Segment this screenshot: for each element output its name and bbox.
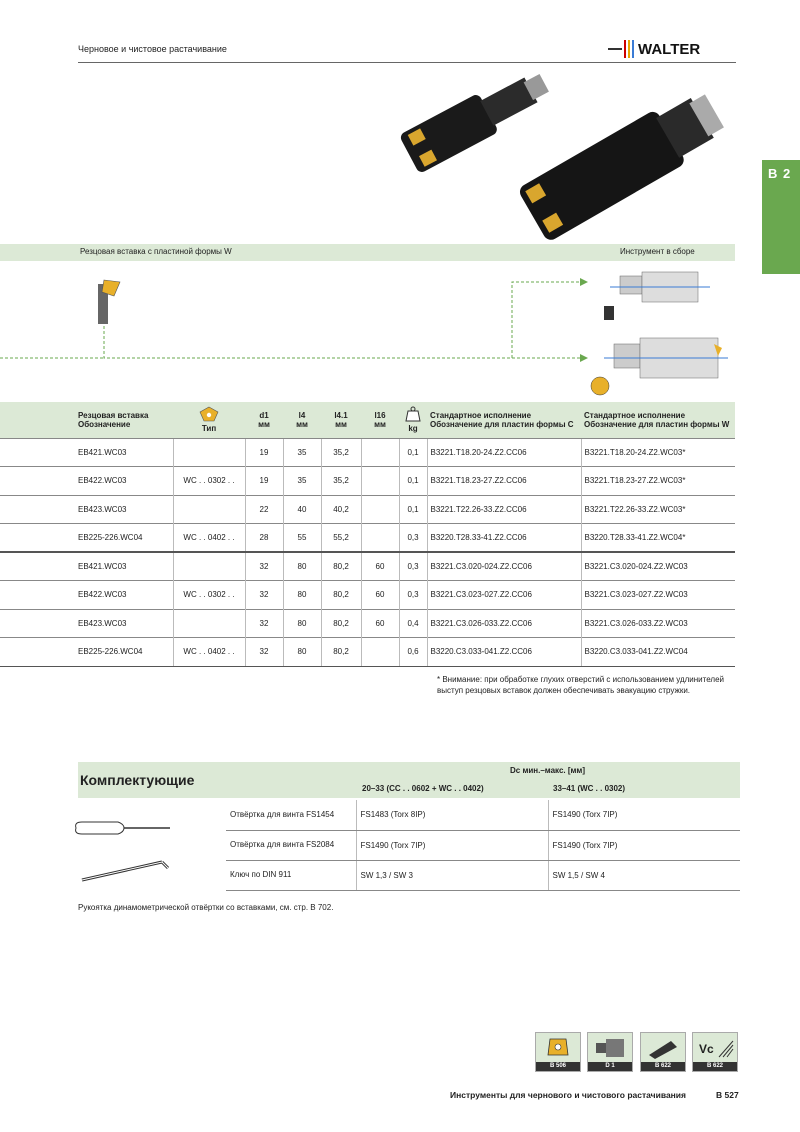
table-row: [0, 609, 735, 638]
l41-value: 35,2: [321, 438, 361, 467]
insert-ref-icon[interactable]: B 506: [535, 1032, 581, 1072]
l41-value: 80,2: [321, 609, 361, 638]
accessories-table: [226, 800, 740, 891]
accessory-label: Отвёртка для винта FS1454: [226, 800, 356, 830]
warning-note: * Внимание: при обработке глухих отверстий с использованием удлинителей выступ резцовых вставок должен обеспечивать эвакуацию стружки.: [437, 675, 724, 695]
insert-type: [173, 438, 245, 467]
assembly-drawing-1: [604, 272, 710, 320]
l16-value: [361, 638, 399, 667]
weight-value: 0,1: [399, 438, 427, 467]
holder-ref-icon[interactable]: D 1: [587, 1032, 633, 1072]
l4-value: 35: [283, 438, 321, 467]
std-w-header: Стандартное исполнение Обозначение для пластин формы W: [581, 402, 735, 438]
l4-value: 80: [283, 552, 321, 581]
insert-drawing: [98, 280, 120, 324]
std-c-code: B3221.T22.26-33.Z2.CC06: [427, 495, 581, 524]
l41-value: 55,2: [321, 524, 361, 553]
table-row: [0, 638, 735, 667]
l4-value: 40: [283, 495, 321, 524]
insert-type: [173, 495, 245, 524]
row-spacer: [0, 609, 75, 638]
insert-designation: EB422.WC03: [75, 467, 173, 496]
empty-header: [0, 402, 75, 438]
dc-range-label: Dc мин.–макс. [мм]: [510, 766, 586, 775]
row-spacer: [0, 581, 75, 610]
d1-value: 19: [245, 467, 283, 496]
l4-value: 55: [283, 524, 321, 553]
weight-value: 0,6: [399, 638, 427, 667]
weight-value: 0,1: [399, 495, 427, 524]
d1-header: d1 мм: [245, 402, 283, 438]
accessory-value-2: FS1490 (Torx 7IP): [548, 800, 740, 830]
accessory-label: Ключ по DIN 911: [226, 860, 356, 890]
std-w-code: B3221.T22.26-33.Z2.WC03*: [581, 495, 735, 524]
accessory-row: [226, 830, 740, 860]
accessory-value-1: SW 1,3 / SW 3: [356, 860, 548, 890]
insert-type: [173, 552, 245, 581]
chapter-tab-label: B 2: [768, 166, 792, 181]
row-spacer: [0, 467, 75, 496]
accessories-title: Комплектующие: [80, 772, 195, 788]
assembly-diagram: [0, 262, 740, 402]
insert-type: WC . . 0302 . .: [173, 467, 245, 496]
d1-value: 32: [245, 638, 283, 667]
insert-designation: EB421.WC03: [75, 552, 173, 581]
l41-value: 35,2: [321, 467, 361, 496]
d1-value: 22: [245, 495, 283, 524]
insert-type: [173, 609, 245, 638]
std-w-code: B3220.C3.033-041.Z2.WC04: [581, 638, 735, 667]
l41-header: l4.1 мм: [321, 402, 361, 438]
tool-ref-icon[interactable]: B 622: [640, 1032, 686, 1072]
insert-header: Резцовая вставка Обозначение: [75, 402, 173, 438]
insert-type: WC . . 0402 . .: [173, 638, 245, 667]
insert-designation: EB421.WC03: [75, 438, 173, 467]
insert-type: WC . . 0302 . .: [173, 581, 245, 610]
table-row: [0, 524, 735, 553]
l4-header: l4 мм: [283, 402, 321, 438]
reference-icons: [535, 1032, 740, 1072]
insert-designation: EB225-226.WC04: [75, 524, 173, 553]
row-spacer: [0, 495, 75, 524]
accessory-value-1: FS1490 (Torx 7IP): [356, 830, 548, 860]
l16-value: [361, 467, 399, 496]
row-spacer: [0, 552, 75, 581]
footer-text: Инструменты для чернового и чистового растачивания: [450, 1090, 686, 1100]
footnote: Рукоятка динамометрической отвёртки со вставками, см. стр. B 702.: [78, 903, 334, 912]
row-spacer: [0, 438, 75, 467]
accessory-label: Отвёртка для винта FS2084: [226, 830, 356, 860]
boring-tool-photo: [380, 60, 740, 240]
arrow-icon: [580, 278, 588, 286]
weight-header: kg: [399, 402, 427, 438]
table-row: [0, 495, 735, 524]
d1-value: 32: [245, 581, 283, 610]
chapter-tab: [762, 160, 800, 274]
l41-value: 40,2: [321, 495, 361, 524]
weight-value: 0,3: [399, 524, 427, 553]
l4-value: 80: [283, 609, 321, 638]
l41-value: 80,2: [321, 638, 361, 667]
accessory-value-1: FS1483 (Torx 8IP): [356, 800, 548, 830]
d1-value: 28: [245, 524, 283, 553]
table-row: [0, 552, 735, 581]
page-header-title: Черновое и чистовое растачивание: [78, 44, 227, 54]
accessory-row: [226, 800, 740, 830]
l41-value: 80,2: [321, 552, 361, 581]
std-c-code: B3220.T28.33-41.Z2.CC06: [427, 524, 581, 553]
svg-text:Vc: Vc: [699, 1042, 714, 1056]
std-c-code: B3220.C3.033-041.Z2.CC06: [427, 638, 581, 667]
std-c-code: B3221.C3.023-027.Z2.CC06: [427, 581, 581, 610]
table-row: [0, 581, 735, 610]
insert-type: WC . . 0402 . .: [173, 524, 245, 553]
std-w-code: B3221.C3.023-027.Z2.WC03: [581, 581, 735, 610]
l16-header: l16 мм: [361, 402, 399, 438]
insert-designation: EB422.WC03: [75, 581, 173, 610]
section-bar: [0, 244, 735, 261]
std-c-code: B3221.C3.026-033.Z2.CC06: [427, 609, 581, 638]
l41-value: 80,2: [321, 581, 361, 610]
std-w-code: B3221.T18.23-27.Z2.WC03*: [581, 467, 735, 496]
table-row: [0, 467, 735, 496]
d1-value: 32: [245, 609, 283, 638]
cutting-data-ref-icon[interactable]: Vc B 622: [692, 1032, 738, 1072]
table-row: [0, 438, 735, 467]
weight-icon: [405, 406, 421, 422]
inserts-table: [0, 402, 735, 667]
page-number: B 527: [716, 1090, 739, 1100]
std-c-code: B3221.C3.020-024.Z2.CC06: [427, 552, 581, 581]
insert-designation: EB423.WC03: [75, 609, 173, 638]
l16-value: [361, 495, 399, 524]
acc-col2-header: 33–41 (WC . . 0302): [553, 784, 626, 793]
weight-value: 0,1: [399, 467, 427, 496]
std-w-code: B3220.T28.33-41.Z2.WC04*: [581, 524, 735, 553]
l16-value: 60: [361, 552, 399, 581]
accessory-value-2: SW 1,5 / SW 4: [548, 860, 740, 890]
insert-shape-icon: [199, 406, 219, 422]
walter-logo: [608, 36, 742, 60]
type-header: Тип: [173, 402, 245, 438]
section-left-label: Резцовая вставка с пластиной формы W: [80, 247, 232, 256]
arrow-icon: [580, 354, 588, 362]
std-w-code: B3221.T18.20-24.Z2.WC03*: [581, 438, 735, 467]
assembly-drawing-2: [591, 338, 728, 395]
insert-designation: EB225-226.WC04: [75, 638, 173, 667]
table-header-row: [0, 402, 735, 438]
accessory-value-2: FS1490 (Torx 7IP): [548, 830, 740, 860]
l4-value: 80: [283, 638, 321, 667]
d1-value: 32: [245, 552, 283, 581]
std-w-code: B3221.C3.020-024.Z2.WC03: [581, 552, 735, 581]
d1-value: 19: [245, 438, 283, 467]
logo-text: WALTER: [638, 41, 701, 58]
section-right-label: Инструмент в сборе: [620, 247, 695, 256]
insert-designation: EB423.WC03: [75, 495, 173, 524]
weight-value: 0,3: [399, 581, 427, 610]
weight-value: 0,4: [399, 609, 427, 638]
row-spacer: [0, 524, 75, 553]
l16-value: 60: [361, 581, 399, 610]
row-spacer: [0, 638, 75, 667]
std-c-header: Стандартное исполнение Обозначение для пластин формы C: [427, 402, 581, 438]
std-w-code: B3221.C3.026-033.Z2.WC03: [581, 609, 735, 638]
accessory-row: [226, 860, 740, 890]
l4-value: 80: [283, 581, 321, 610]
std-c-code: B3221.T18.23-27.Z2.CC06: [427, 467, 581, 496]
weight-value: 0,3: [399, 552, 427, 581]
l16-value: [361, 438, 399, 467]
acc-col1-header: 20–33 (CC . . 0602 + WC . . 0402): [362, 784, 484, 793]
l16-value: [361, 524, 399, 553]
l16-value: 60: [361, 609, 399, 638]
std-c-code: B3221.T18.20-24.Z2.CC06: [427, 438, 581, 467]
screwdriver-and-key-drawing: [72, 812, 182, 892]
l4-value: 35: [283, 467, 321, 496]
